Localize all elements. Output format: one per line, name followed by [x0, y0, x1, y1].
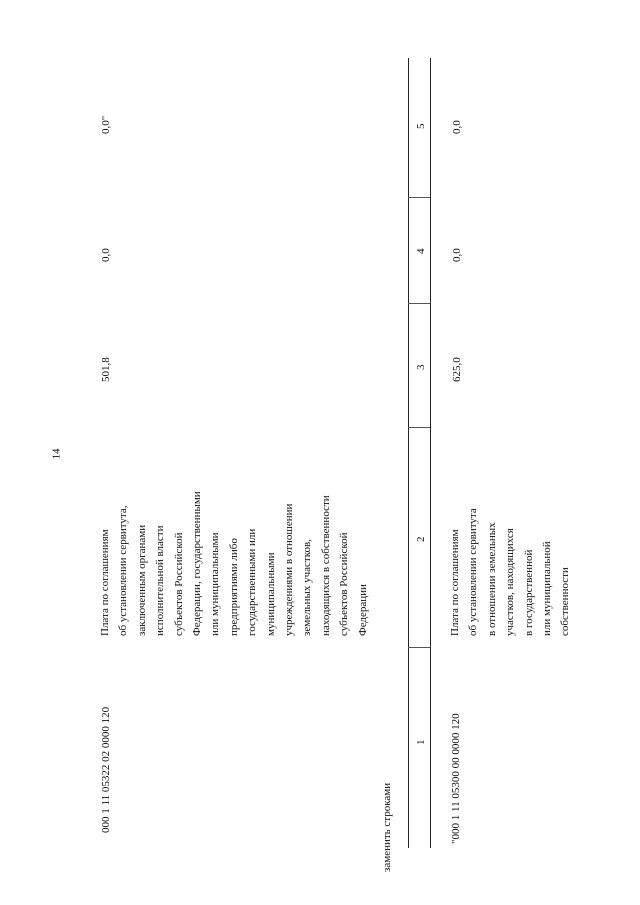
- header-number-1: 1: [415, 739, 427, 745]
- lower-row-name: Плата по соглашениям об установлении сервитута в отношении земельных участков, находящихся в государственной или муниципальной собственности: [449, 508, 572, 636]
- table-header-top-border: [408, 58, 409, 848]
- table-header-bottom-border: [430, 58, 431, 848]
- column-divider-2-3: [408, 427, 430, 428]
- upper-row-name: Плата по соглашениям об установлении сервитута, заключенным органами исполнительной власти субъектов Российской Федерации, государственными или муниципальными предприятиями либо государственными или муниципальными учреждениями в отношении земельных участков, находящихся в собственности субъектов Российской Федерации: [99, 491, 369, 636]
- upper-row-code: 000 1 11 05322 02 0000 120: [100, 706, 112, 833]
- upper-row-value-col3: 501,8: [100, 357, 112, 382]
- upper-row-value-col5: 0,0": [100, 115, 112, 134]
- column-divider-3-4: [408, 303, 430, 304]
- header-number-3: 3: [415, 364, 427, 370]
- upper-row-value-col4: 0,0: [100, 248, 112, 262]
- lower-row-value-col4: 0,0: [451, 248, 463, 262]
- lower-row-value-col5: 0,0: [451, 120, 463, 134]
- column-divider-1-2: [408, 647, 430, 648]
- page-number: 14: [50, 448, 63, 460]
- replace-note: заменить строками: [381, 782, 393, 872]
- lower-row-value-col3: 625,0: [451, 357, 463, 382]
- header-number-2: 2: [415, 536, 427, 542]
- column-divider-4-5: [408, 197, 430, 198]
- lower-row-code: "000 1 11 05300 00 0000 120: [450, 713, 462, 844]
- header-number-4: 4: [415, 248, 427, 254]
- header-number-5: 5: [415, 123, 427, 129]
